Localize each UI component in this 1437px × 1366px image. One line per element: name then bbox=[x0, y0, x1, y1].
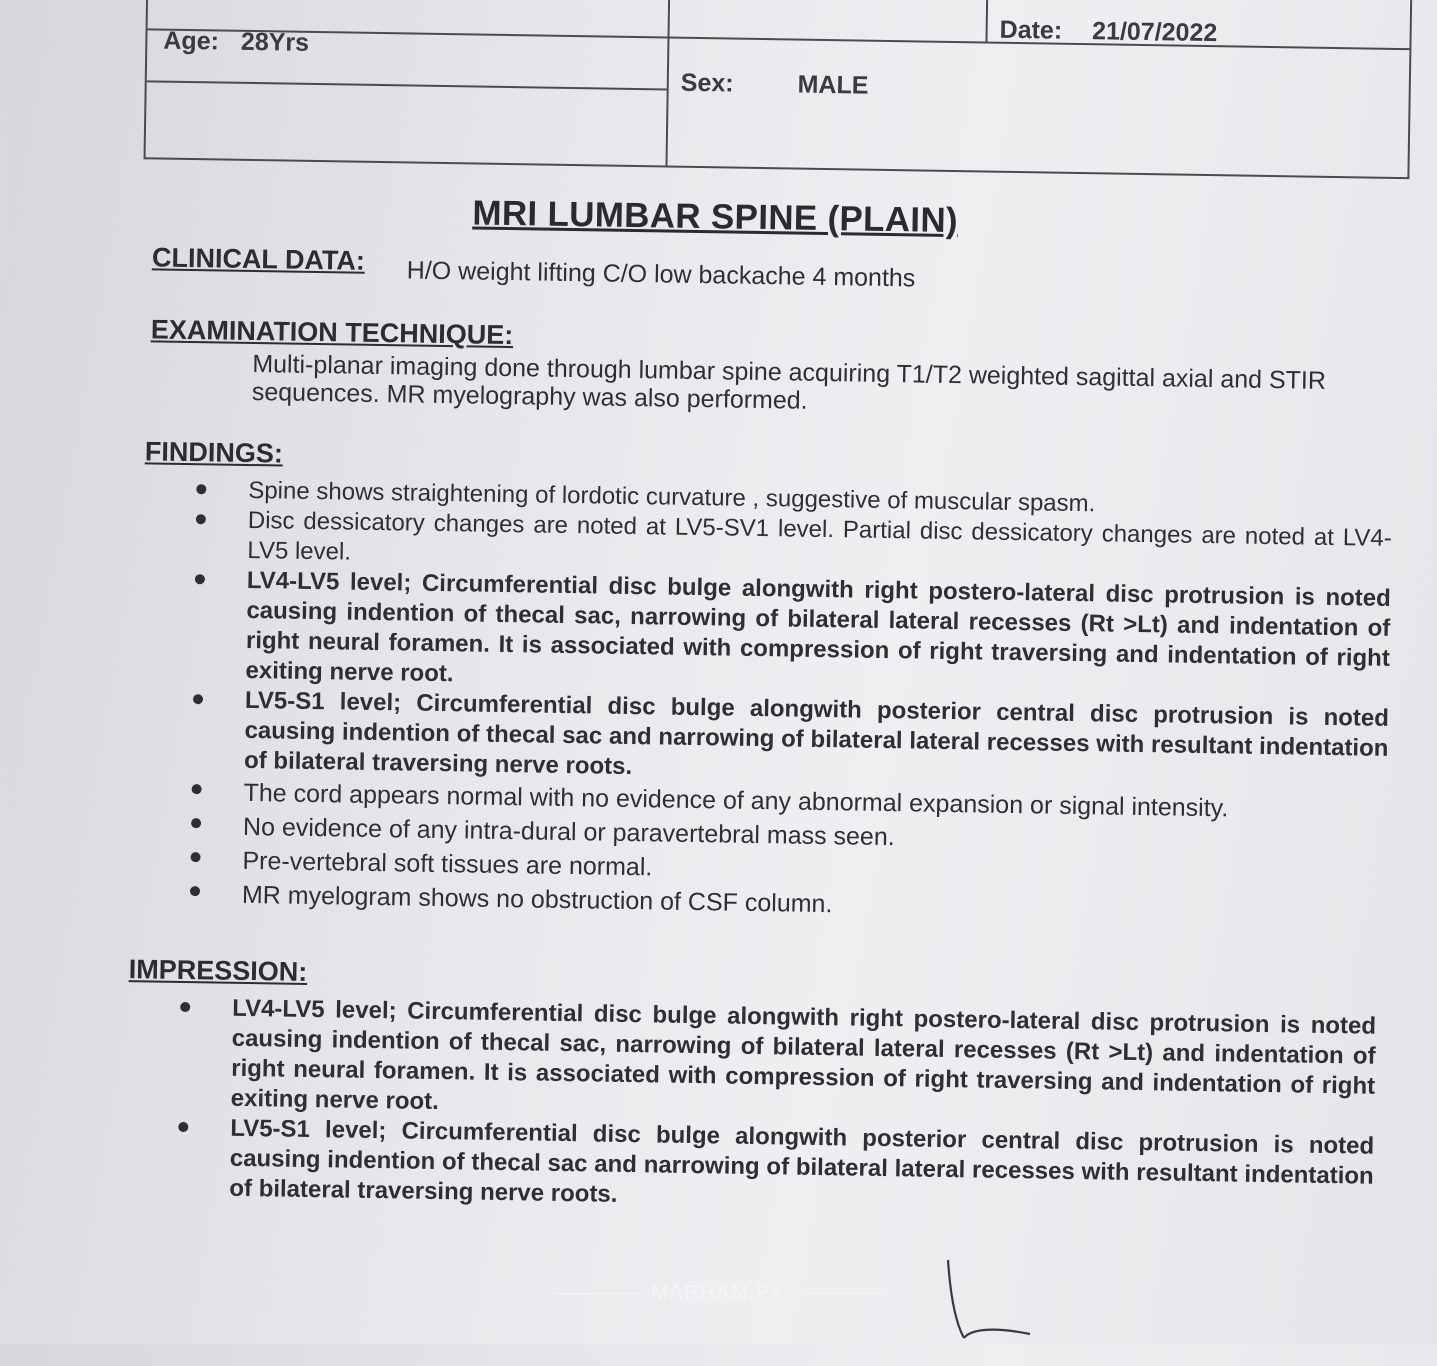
list-item: No evidence of any intra-dural or paravertebral mass seen. bbox=[191, 809, 1387, 862]
examination-technique-label: EXAMINATION TECHNIQUE: bbox=[150, 314, 514, 351]
clinical-data-label: CLINICAL DATA: bbox=[151, 242, 366, 276]
findings-label: FINDINGS: bbox=[144, 436, 284, 469]
findings-list bbox=[190, 475, 1393, 930]
age-value: 28Yrs bbox=[240, 27, 310, 57]
list-item: LV5-S1 level; Circumferential disc bulge alongwith posterior central disc protrusion is noted causing indention of thecal sac and narrowing of bilateral lateral recesses with resultant indentation of bilateral traversing nerve roots. bbox=[192, 685, 1389, 794]
sex-label: Sex: bbox=[680, 68, 734, 98]
age-cell bbox=[163, 27, 309, 58]
patient-info-table bbox=[144, 0, 1413, 179]
report-title: MRI LUMBAR SPINE (PLAIN) bbox=[472, 193, 959, 241]
date-cell bbox=[999, 16, 1217, 48]
list-item: MR myelogram shows no obstruction of CSF column. bbox=[190, 877, 1386, 930]
list-item: Disc dessicatory changes are noted at LV5-SV1 level. Partial disc dessicatory changes are noted at LV4-LV5 level. bbox=[195, 505, 1392, 584]
bullet-icon bbox=[190, 886, 200, 896]
list-item: LV5-S1 level; Circumferential disc bulge alongwith posterior central disc protrusion is noted causing indention of thecal sac and narrowing of bilateral lateral recesses with resultant indentation of bilateral traversing nerve roots. bbox=[177, 1113, 1374, 1222]
bullet-icon bbox=[191, 818, 201, 828]
date-value: 21/07/2022 bbox=[1091, 17, 1218, 48]
bullet-icon bbox=[193, 694, 203, 704]
sex-cell bbox=[681, 69, 869, 101]
list-item: LV4-LV5 level; Circumferential disc bulge alongwith right postero-lateral disc protrusion is noted causing indention of thecal sac, narrowing of bilateral lateral recesses (Rt >Lt) and indentation of right neural foramen. It is associated with compression of right traversing and indentation of right exiting nerve root. bbox=[179, 993, 1377, 1132]
watermark-text: MARHAM.PK bbox=[651, 1282, 786, 1304]
bullet-icon bbox=[196, 514, 206, 524]
clinical-data-text: H/O weight lifting C/O low backache 4 months bbox=[406, 256, 916, 293]
bullet-icon bbox=[195, 574, 205, 584]
list-item: The cord appears normal with no evidence of any abnormal expansion or signal intensity. bbox=[191, 775, 1387, 828]
impression-list bbox=[177, 993, 1376, 1222]
sex-value: MALE bbox=[797, 70, 869, 100]
bullet-icon bbox=[180, 1002, 190, 1012]
bullet-icon bbox=[178, 1122, 188, 1132]
list-item: Pre-vertebral soft tissues are normal. bbox=[190, 843, 1386, 896]
watermark bbox=[0, 1282, 1437, 1305]
list-item: Spine shows straightening of lordotic curvature , suggestive of muscular spasm. bbox=[196, 475, 1392, 524]
bullet-icon bbox=[190, 852, 200, 862]
age-label: Age: bbox=[163, 26, 220, 56]
date-label: Date: bbox=[999, 15, 1063, 45]
examination-technique-text: Multi-planar imaging done through lumbar spine acquiring T1/T2 weighted sagittal axial and STIR sequences. MR myelography was also performed. bbox=[251, 350, 1327, 415]
list-item: LV4-LV5 level; Circumferential disc bulge alongwith right postero-lateral disc protrusion is noted causing indention of thecal sac, narrowing of bilateral lateral recesses (Rt >Lt) and indentation of right neural foramen. It is associated with compression of right traversing and indentation of right exiting nerve root. bbox=[193, 565, 1391, 704]
impression-label: IMPRESSION: bbox=[128, 954, 308, 987]
bullet-icon bbox=[196, 484, 206, 494]
bullet-icon bbox=[192, 784, 202, 794]
